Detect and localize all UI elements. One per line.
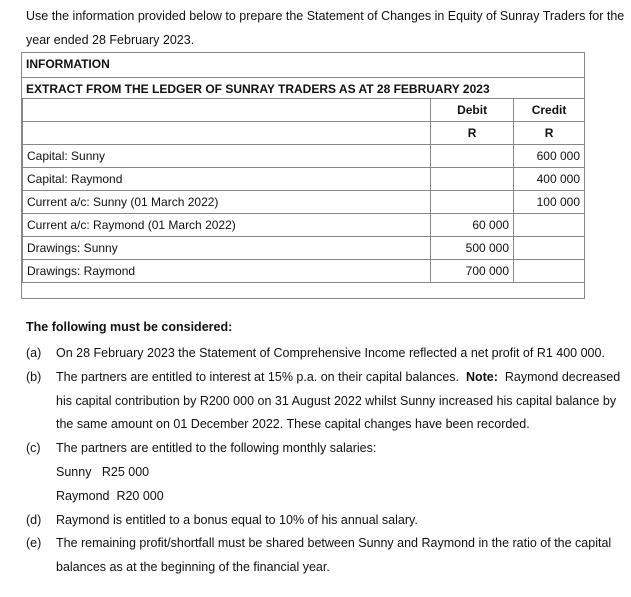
item-label: (c) <box>26 441 41 455</box>
credit-amount: 600 000 <box>514 145 585 168</box>
account-name: Current a/c: Raymond (01 March 2022) <box>23 214 431 237</box>
ledger-table <box>22 98 585 283</box>
header-account-cell <box>23 99 431 122</box>
item-text: The partners are entitled to interest at 15% p.a. on their capital balances. <box>56 370 466 384</box>
debit-amount <box>431 168 514 191</box>
debit-amount: 700 000 <box>431 260 514 283</box>
table-row <box>23 260 585 283</box>
information-heading: INFORMATION <box>26 57 110 71</box>
account-name: Current a/c: Sunny (01 March 2022) <box>23 191 431 214</box>
unit-account-cell <box>23 122 431 145</box>
header-credit: Credit <box>514 99 585 122</box>
account-name: Capital: Raymond <box>23 168 431 191</box>
debit-amount <box>431 191 514 214</box>
table-row <box>23 145 585 168</box>
debit-amount: 500 000 <box>431 237 514 260</box>
table-row <box>23 191 585 214</box>
item-label: (e) <box>26 536 42 550</box>
item-label: (d) <box>26 513 42 527</box>
item-text: The remaining profit/shortfall must be shared between Sunny and Raymond in the ratio of the capital <box>56 536 612 550</box>
ledger-header-row <box>23 99 585 122</box>
item-text: On 28 February 2023 the Statement of Comprehensive Income reflected a net profit of R1 400 000. <box>56 346 605 360</box>
instruction-line-1: Use the information provided below to prepare the Statement of Changes in Equity of Sunray Traders for the <box>26 9 625 23</box>
unit-credit: R <box>514 122 585 145</box>
account-name: Drawings: Sunny <box>23 237 431 260</box>
credit-amount <box>514 260 585 283</box>
consideration-b-line-3: the same amount on 01 December 2022. These capital changes have been recorded. <box>56 417 530 431</box>
salary-sunny: Sunny R25 000 <box>56 465 150 479</box>
credit-amount: 100 000 <box>514 191 585 214</box>
ledger-unit-row <box>23 122 585 145</box>
item-text-cont: Raymond decreased <box>497 370 621 384</box>
table-row <box>23 168 585 191</box>
item-label: (a) <box>26 346 42 360</box>
considerations-heading: The following must be considered: <box>26 320 233 334</box>
table-row <box>23 214 585 237</box>
credit-amount: 400 000 <box>514 168 585 191</box>
item-label: (b) <box>26 370 42 384</box>
consideration-e-line-2: balances as at the beginning of the financial year. <box>56 560 330 574</box>
salary-raymond: Raymond R20 000 <box>56 489 164 503</box>
header-debit: Debit <box>431 99 514 122</box>
consideration-b-line-2: his capital contribution by R200 000 on 31 August 2022 whilst Sunny increased his capital balance by <box>56 394 617 408</box>
unit-debit: R <box>431 122 514 145</box>
debit-amount: 60 000 <box>431 214 514 237</box>
extract-title: EXTRACT FROM THE LEDGER OF SUNRAY TRADERS AS AT 28 FEBRUARY 2023 <box>26 82 490 96</box>
item-text: Raymond is entitled to a bonus equal to 10% of his annual salary. <box>56 513 418 527</box>
debit-amount <box>431 145 514 168</box>
item-text: The partners are entitled to the following monthly salaries: <box>56 441 377 455</box>
information-divider <box>22 77 584 78</box>
instruction-line-2: year ended 28 February 2023. <box>26 33 195 47</box>
credit-amount <box>514 237 585 260</box>
note-label: Note: <box>465 370 498 384</box>
account-name: Capital: Sunny <box>23 145 431 168</box>
credit-amount <box>514 214 585 237</box>
table-row <box>23 237 585 260</box>
account-name: Drawings: Raymond <box>23 260 431 283</box>
